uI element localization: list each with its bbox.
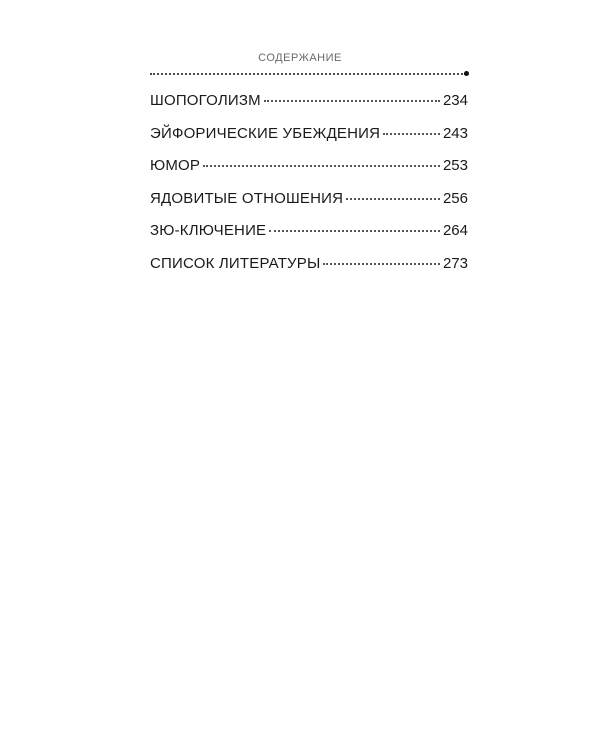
- toc-dot-leader: [269, 230, 440, 232]
- toc-entry-title: ЭЙФОРИЧЕСКИЕ УБЕЖДЕНИЯ: [150, 124, 381, 142]
- toc-page-number: 273: [442, 254, 468, 272]
- toc-entry: [150, 222, 468, 255]
- toc-entry: [150, 157, 468, 190]
- toc-dot-leader: [264, 100, 440, 102]
- toc-entry-title: ЗЮ-КЛЮЧЕНИЕ: [150, 222, 267, 240]
- toc-entry-title: СПИСОК ЛИТЕРАТУРЫ: [150, 254, 321, 272]
- toc-entry-title: ЮМОР: [150, 157, 201, 175]
- toc-page-number: 264: [442, 222, 468, 240]
- toc-dot-leader: [323, 263, 439, 265]
- header-rule-end-dot: [464, 71, 469, 76]
- toc-dot-leader: [383, 133, 440, 135]
- toc-page-number: 243: [442, 124, 468, 142]
- toc-page-number: 256: [442, 189, 468, 207]
- running-head: СОДЕРЖАНИЕ: [258, 52, 342, 64]
- toc-dot-leader: [346, 198, 440, 200]
- toc-entry: [150, 255, 468, 288]
- toc-entry: [150, 92, 468, 125]
- header-dotted-rule: [150, 73, 466, 75]
- toc-entry: [150, 190, 468, 223]
- toc-entry-title: ЯДОВИТЫЕ ОТНОШЕНИЯ: [150, 189, 344, 207]
- toc-page-number: 234: [442, 92, 468, 109]
- toc-dot-leader: [203, 165, 440, 167]
- table-of-contents: [150, 92, 468, 288]
- toc-page-number: 253: [442, 157, 468, 175]
- toc-entry-title: ШОПОГОЛИЗМ: [150, 92, 261, 109]
- toc-entry: [150, 125, 468, 158]
